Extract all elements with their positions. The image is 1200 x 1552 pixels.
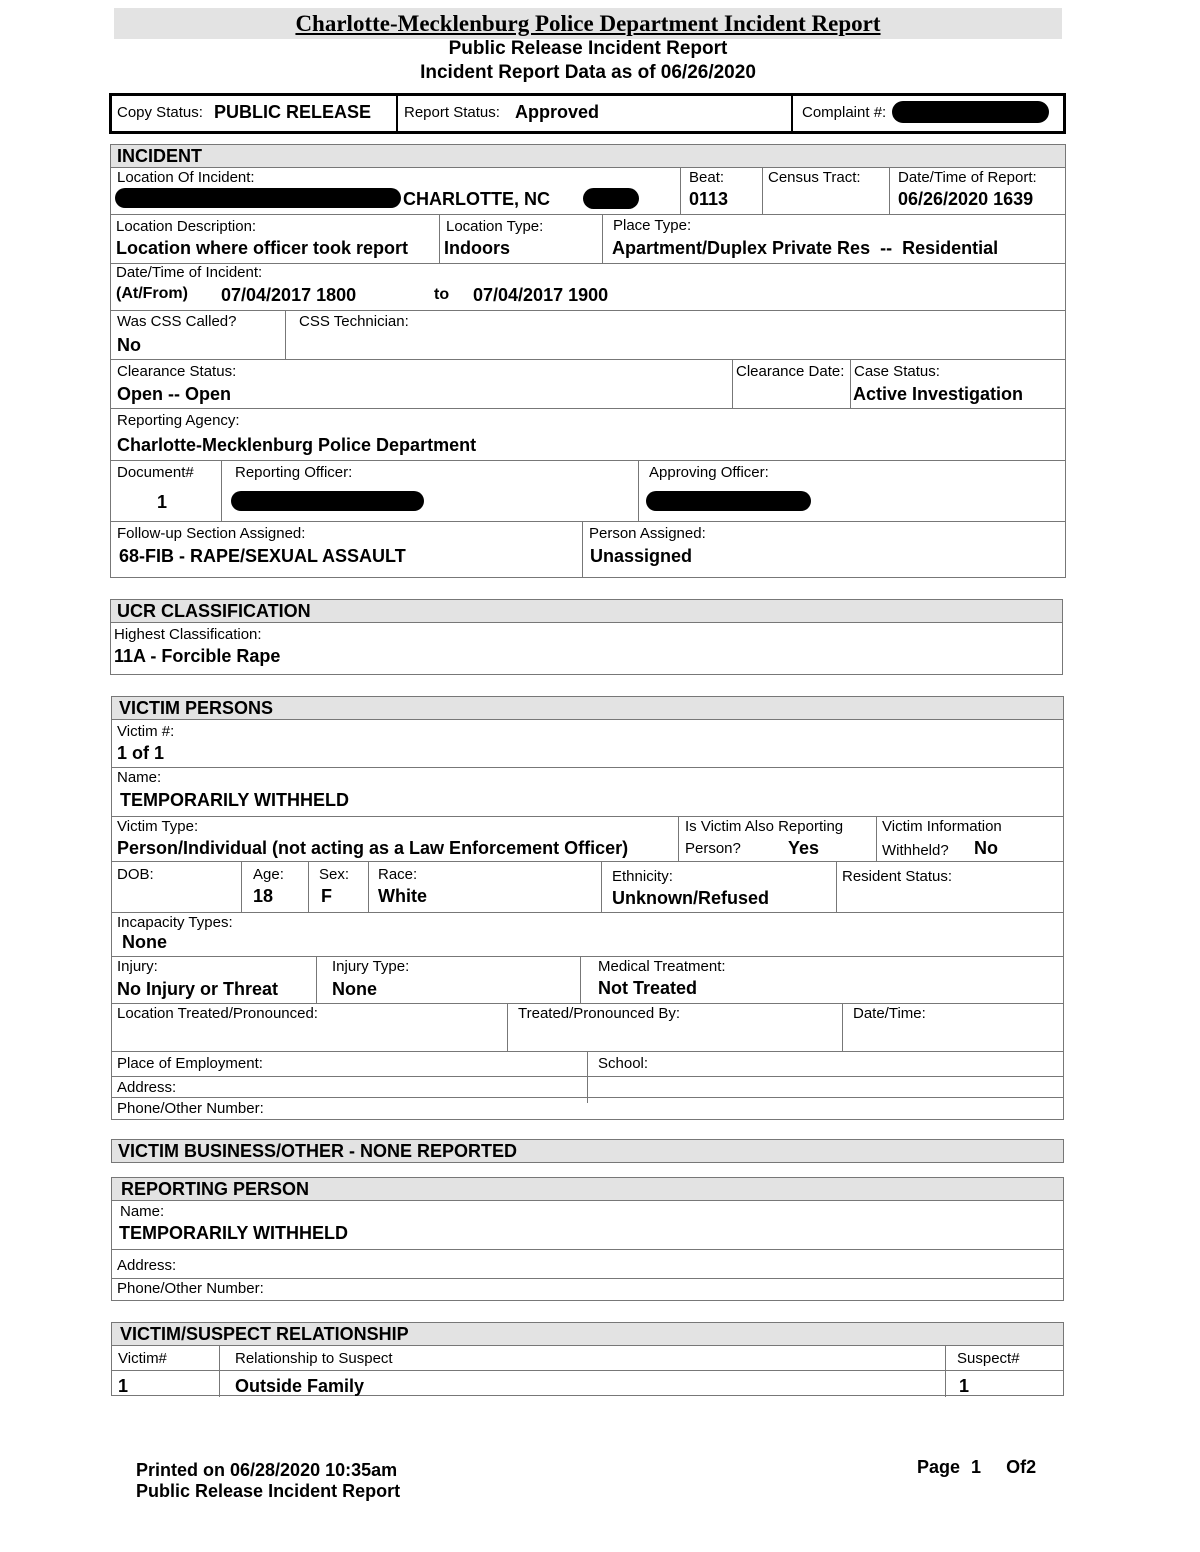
- sex-label: Sex:: [319, 866, 350, 883]
- victim-type-value: Person/Individual (not acting as a Law Enforcement Officer): [117, 838, 629, 858]
- place-type-value: Apartment/Duplex Private Res -- Residential: [612, 238, 999, 258]
- ucr-heading: UCR CLASSIFICATION: [111, 600, 1062, 623]
- page-number: 1: [971, 1457, 982, 1477]
- injury-value: No Injury or Threat: [117, 979, 279, 999]
- rel-row-relationship: Outside Family: [235, 1376, 365, 1396]
- victim-business-heading: VICTIM BUSINESS/OTHER - NONE REPORTED: [112, 1140, 1063, 1162]
- agency-value: Charlotte-Mecklenburg Police Department: [117, 435, 477, 455]
- followup-value: 68-FIB - RAPE/SEXUAL ASSAULT: [119, 546, 406, 566]
- victim-name-value: TEMPORARILY WITHHELD: [120, 790, 350, 810]
- rel-row-suspect: 1: [959, 1376, 970, 1396]
- document-value: 1: [157, 492, 168, 512]
- victim-num-label: Victim #:: [117, 723, 175, 740]
- location-redaction: [115, 188, 401, 208]
- employment-label: Place of Employment:: [117, 1055, 263, 1072]
- victim-business-section: [111, 1139, 1064, 1163]
- beat-value: 0113: [689, 189, 729, 209]
- report-status-value: Approved: [515, 102, 600, 122]
- rp-address-label: Address:: [117, 1257, 177, 1274]
- col-victim-header: Victim#: [118, 1350, 167, 1367]
- loc-type-value: Indoors: [444, 238, 510, 258]
- reporting-officer-redaction: [231, 491, 424, 511]
- incapacity-value: None: [122, 932, 167, 952]
- highest-class-label: Highest Classification:: [114, 626, 262, 643]
- page-label: Page: [917, 1457, 961, 1477]
- zip-redaction: [583, 188, 639, 209]
- injury-label: Injury:: [117, 958, 158, 975]
- reporting-officer-label: Reporting Officer:: [235, 464, 353, 481]
- rp-name-value: TEMPORARILY WITHHELD: [119, 1223, 349, 1243]
- report-dt-label: Date/Time of Report:: [898, 169, 1037, 186]
- copy-status-label: Copy Status:: [117, 104, 203, 121]
- rp-name-label: Name:: [120, 1203, 165, 1220]
- victim-type-label: Victim Type:: [117, 818, 199, 835]
- report-title: Charlotte-Mecklenburg Police Department Incident Report: [295, 11, 881, 36]
- victim-num-value: 1 of 1: [117, 743, 165, 763]
- injury-type-label: Injury Type:: [332, 958, 410, 975]
- ethnicity-label: Ethnicity:: [612, 868, 673, 885]
- victim-heading: VICTIM PERSONS: [112, 697, 1063, 720]
- reporting-person-heading: REPORTING PERSON: [112, 1178, 1063, 1201]
- incident-heading: INCIDENT: [111, 145, 1065, 168]
- age-label: Age:: [253, 866, 284, 883]
- relationship-heading: VICTIM/SUSPECT RELATIONSHIP: [112, 1323, 1063, 1346]
- col-relationship-header: Relationship to Suspect: [235, 1350, 393, 1367]
- case-status-value: Active Investigation: [853, 384, 1024, 404]
- rel-row-victim: 1: [118, 1376, 129, 1396]
- loc-type-label: Location Type:: [446, 218, 544, 235]
- complaint-redaction: [892, 101, 1049, 123]
- treated-by-label: Treated/Pronounced By:: [518, 1005, 681, 1022]
- css-called-label: Was CSS Called?: [117, 313, 237, 330]
- status-bar: [109, 93, 1066, 134]
- page-indicator: [917, 1457, 1036, 1478]
- data-as-of: Incident Report Data as of 06/26/2020: [420, 62, 756, 83]
- report-status-label: Report Status:: [404, 104, 500, 121]
- dob-label: DOB:: [117, 866, 154, 883]
- footer-report-name: Public Release Incident Report: [136, 1481, 401, 1501]
- report-dt-value: 06/26/2020 1639: [898, 189, 1034, 209]
- to-value: 07/04/2017 1900: [473, 285, 609, 305]
- beat-label: Beat:: [689, 169, 725, 186]
- loc-desc-label: Location Description:: [116, 218, 257, 235]
- sex-value: F: [321, 886, 332, 906]
- location-city: CHARLOTTE, NC: [403, 189, 550, 209]
- at-from-label: (At/From): [116, 285, 188, 302]
- incident-dt-label: Date/Time of Incident:: [116, 264, 263, 281]
- clearance-status-value: Open -- Open: [117, 384, 231, 404]
- location-label: Location Of Incident:: [117, 169, 255, 186]
- race-value: White: [378, 886, 427, 906]
- place-type-label: Place Type:: [613, 217, 692, 234]
- approving-officer-label: Approving Officer:: [649, 464, 769, 481]
- followup-label: Follow-up Section Assigned:: [117, 525, 306, 542]
- age-value: 18: [253, 886, 274, 906]
- of-label: Of: [1006, 1457, 1027, 1477]
- medical-label: Medical Treatment:: [598, 958, 726, 975]
- school-label: School:: [598, 1055, 649, 1072]
- also-reporting-label-2: Person?: [685, 840, 741, 857]
- medical-value: Not Treated: [598, 978, 698, 998]
- person-assigned-value: Unassigned: [590, 546, 693, 566]
- ethnicity-value: Unknown/Refused: [612, 888, 770, 908]
- clearance-date-label: Clearance Date:: [736, 363, 845, 380]
- printed-on: Printed on 06/28/2020 10:35am: [136, 1460, 398, 1480]
- also-reporting-value: Yes: [788, 838, 820, 858]
- victim-name-label: Name:: [117, 769, 162, 786]
- injury-type-value: None: [332, 979, 377, 999]
- reporting-person-section: [111, 1177, 1064, 1301]
- info-withheld-label-2: Withheld?: [882, 842, 949, 859]
- col-suspect-header: Suspect#: [957, 1350, 1020, 1367]
- resident-label: Resident Status:: [842, 868, 953, 885]
- info-withheld-label: Victim Information: [882, 818, 1002, 835]
- also-reporting-label: Is Victim Also Reporting: [685, 818, 844, 835]
- clearance-status-label: Clearance Status:: [117, 363, 237, 380]
- relationship-section: [111, 1322, 1064, 1396]
- case-status-label: Case Status:: [854, 363, 940, 380]
- loc-desc-value: Location where officer took report: [116, 238, 409, 258]
- person-assigned-label: Person Assigned:: [589, 525, 706, 542]
- copy-status-value: PUBLIC RELEASE: [214, 102, 372, 122]
- info-withheld-value: No: [974, 838, 998, 858]
- page-total: 2: [1026, 1457, 1037, 1477]
- race-label: Race:: [378, 866, 418, 883]
- datetime-label: Date/Time:: [853, 1005, 926, 1022]
- document-label: Document#: [117, 464, 194, 481]
- census-label: Census Tract:: [768, 169, 861, 186]
- incapacity-label: Incapacity Types:: [117, 914, 233, 931]
- rp-phone-label: Phone/Other Number:: [117, 1280, 264, 1297]
- agency-label: Reporting Agency:: [117, 412, 240, 429]
- to-label: to: [434, 286, 450, 303]
- css-called-value: No: [117, 335, 141, 355]
- from-value: 07/04/2017 1800: [221, 285, 357, 305]
- victim-section: [111, 696, 1064, 1120]
- victim-phone-label: Phone/Other Number:: [117, 1100, 264, 1117]
- complaint-label: Complaint #:: [802, 104, 887, 121]
- loc-treated-label: Location Treated/Pronounced:: [117, 1005, 318, 1022]
- approving-officer-redaction: [646, 491, 811, 511]
- css-tech-label: CSS Technician:: [299, 313, 409, 330]
- incident-section: [110, 144, 1066, 578]
- highest-class-value: 11A - Forcible Rape: [114, 646, 281, 666]
- ucr-section: [110, 599, 1063, 675]
- report-subtitle: Public Release Incident Report: [448, 38, 728, 59]
- victim-address-label: Address:: [117, 1079, 177, 1096]
